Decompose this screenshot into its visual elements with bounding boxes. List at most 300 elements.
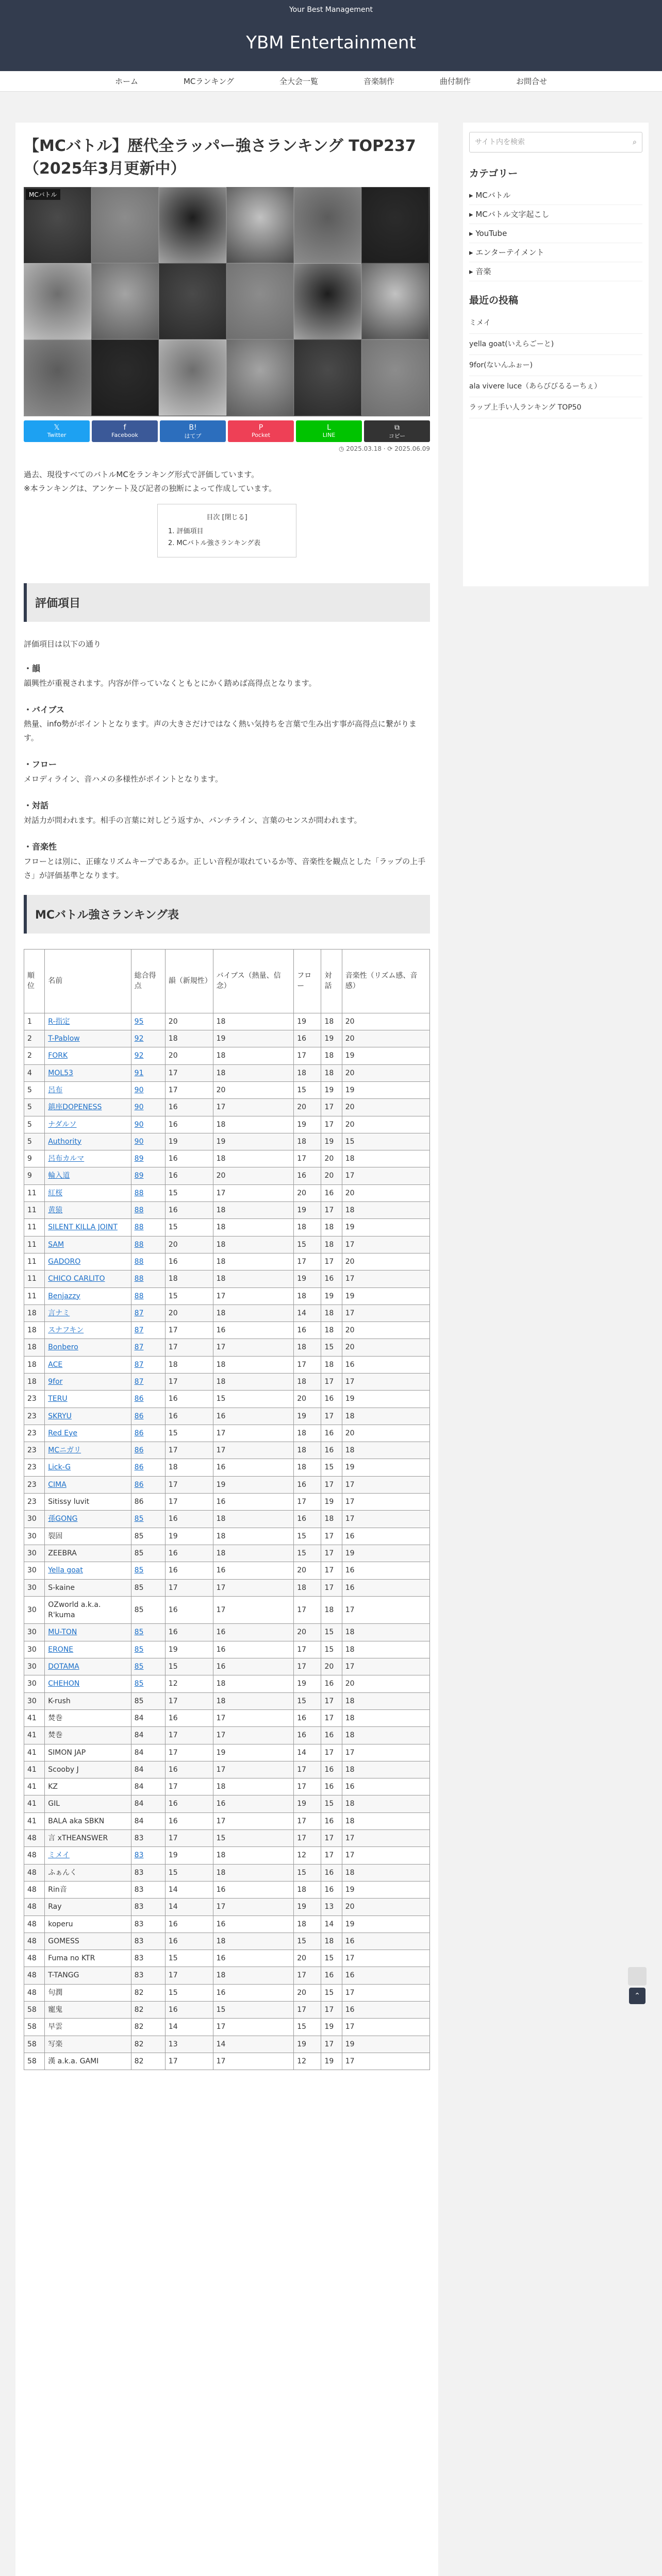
table-cell	[131, 1099, 165, 1116]
category-link[interactable]	[469, 186, 642, 205]
table-cell: 18	[213, 1219, 294, 1236]
table-cell: 15	[165, 1864, 213, 1881]
table-cell: 17	[321, 1545, 342, 1562]
table-cell	[131, 1116, 165, 1133]
table-cell: 17	[165, 1778, 213, 1795]
table-cell: 83	[131, 1950, 165, 1967]
table-cell: 16	[165, 1116, 213, 1133]
table-cell: 18	[294, 1133, 321, 1150]
score-link[interactable]: 86	[134, 1446, 144, 1455]
table-cell: 30	[24, 1545, 45, 1562]
nav-item[interactable]: MCランキング	[183, 77, 234, 86]
category-link[interactable]	[469, 205, 642, 224]
score-link[interactable]: 86	[134, 1412, 144, 1420]
table-cell: 17	[342, 1236, 429, 1253]
table-cell: 16	[213, 1658, 294, 1675]
table-row	[24, 2001, 430, 2018]
search-input[interactable]	[469, 132, 642, 152]
table-cell: 16	[294, 1727, 321, 1744]
table-cell: 20	[165, 1236, 213, 1253]
criteria-desc: 熱量、info勢がポイントとなります。声の大きさだけではなく熱い気持ちを言葉で生み出す事が高得点に繋がります。	[24, 719, 417, 743]
table-cell: 15	[294, 1081, 321, 1098]
search-icon[interactable]: ⌕	[633, 138, 637, 146]
table-cell	[45, 1287, 131, 1304]
rapper-link[interactable]: CIMA	[48, 1480, 67, 1489]
table-cell: 48	[24, 1950, 45, 1967]
rapper-link[interactable]: Red Eye	[48, 1429, 78, 1437]
table-cell	[131, 1511, 165, 1528]
table-cell: 16	[294, 1322, 321, 1339]
table-cell: 85	[131, 1596, 165, 1624]
table-cell: 17	[213, 1899, 294, 1916]
table-cell	[131, 1030, 165, 1047]
table-cell: 48	[24, 1847, 45, 1864]
table-cell: 17	[165, 1064, 213, 1081]
table-cell: 17	[321, 1253, 342, 1270]
table-cell: 11	[24, 1219, 45, 1236]
score-link[interactable]: 85	[134, 1680, 144, 1688]
rapper-link[interactable]: DOTAMA	[48, 1663, 79, 1671]
table-cell: 48	[24, 1830, 45, 1847]
criteria-name: ・音楽性	[24, 841, 57, 852]
table-cell: 18	[342, 1641, 429, 1658]
table-cell: 18	[213, 1270, 294, 1287]
table-row	[24, 1795, 430, 1812]
table-cell: 20	[294, 1099, 321, 1116]
table-row	[24, 1494, 430, 1511]
table-cell	[45, 1322, 131, 1339]
table-cell: 23	[24, 1408, 45, 1425]
table-cell: 17	[213, 1287, 294, 1304]
score-link[interactable]: 90	[134, 1120, 144, 1129]
criteria-name: ・バイブス	[24, 704, 64, 715]
rapper-link[interactable]: ナダルソ	[48, 1120, 77, 1129]
rapper-link[interactable]: 呂布カルマ	[48, 1155, 85, 1163]
table-row	[24, 1967, 430, 1984]
rapper-link[interactable]: ACE	[48, 1360, 63, 1369]
table-cell: 19	[165, 1641, 213, 1658]
nav-item[interactable]: お問合せ	[516, 77, 548, 86]
caret-right-icon: ▸	[469, 191, 476, 200]
table-cell: 17	[321, 1202, 342, 1219]
article-title: 【MCバトル】歴代全ラッパー強さランキング TOP237（2025年3月更新中）	[24, 137, 416, 178]
score-link[interactable]: 85	[134, 1566, 144, 1575]
column-header: 音楽性（リズム感、音感）	[342, 949, 429, 1013]
score-link[interactable]: 87	[134, 1309, 144, 1317]
table-cell	[131, 1459, 165, 1476]
table-cell: K-rush	[45, 1692, 131, 1709]
table-cell: 13	[165, 2036, 213, 2053]
table-cell	[131, 1356, 165, 1373]
table-row	[24, 1881, 430, 1898]
table-cell: 41	[24, 1778, 45, 1795]
table-row	[24, 1202, 430, 1219]
table-cell	[45, 1459, 131, 1476]
table-cell: 48	[24, 1881, 45, 1898]
table-cell	[45, 1374, 131, 1391]
table-cell: 30	[24, 1641, 45, 1658]
search-placeholder: サイト内を検索	[475, 138, 525, 146]
table-cell: 48	[24, 1933, 45, 1950]
recent-post-link[interactable]: ラップ上手い人ランキング TOP50	[469, 397, 642, 418]
share-button[interactable]	[92, 420, 158, 442]
table-cell	[131, 1425, 165, 1442]
rapper-link[interactable]: Bonbero	[48, 1343, 78, 1352]
table-cell: 83	[131, 1933, 165, 1950]
rapper-link[interactable]: R-指定	[48, 1017, 70, 1026]
table-cell: 5	[24, 1081, 45, 1098]
rapper-link[interactable]: ミメイ	[48, 1851, 70, 1860]
table-cell: 20	[342, 1339, 429, 1356]
table-cell: 17	[321, 1528, 342, 1545]
table-cell: 早雲	[45, 2019, 131, 2036]
table-cell	[45, 1270, 131, 1287]
score-link[interactable]: 87	[134, 1343, 144, 1352]
table-row	[24, 1761, 430, 1778]
table-cell: 17	[165, 1744, 213, 1761]
criteria-item	[24, 703, 430, 745]
table-cell: 18	[294, 1287, 321, 1304]
share-button[interactable]	[24, 420, 90, 442]
score-link[interactable]: 90	[134, 1103, 144, 1112]
table-cell	[131, 1047, 165, 1064]
table-cell	[131, 1150, 165, 1167]
eyecatch-photo-tile	[294, 187, 361, 263]
recent-post-link[interactable]: yella goat(いえらごーと)	[469, 334, 642, 355]
category-label[interactable]: MCバトル	[26, 189, 60, 200]
table-cell: 18	[213, 1675, 294, 1692]
site-title[interactable]: YBM Entertainment	[0, 20, 662, 71]
table-cell: 11	[24, 1184, 45, 1201]
table-cell	[45, 1391, 131, 1408]
table-cell: 41	[24, 1744, 45, 1761]
table-cell	[131, 1641, 165, 1658]
table-cell: 16	[294, 1511, 321, 1528]
table-cell: 裂固	[45, 1528, 131, 1545]
table-cell: 16	[213, 1624, 294, 1641]
score-link[interactable]: 85	[134, 1645, 144, 1654]
score-link[interactable]: 86	[134, 1429, 144, 1437]
table-cell: 20	[342, 1099, 429, 1116]
table-cell: 16	[213, 1641, 294, 1658]
rapper-link[interactable]: 9for	[48, 1378, 63, 1386]
rapper-link[interactable]: Lick-G	[48, 1463, 71, 1472]
rapper-link[interactable]: 輪入道	[48, 1172, 70, 1180]
table-cell: 16	[213, 1881, 294, 1898]
table-cell: 18	[342, 1812, 429, 1829]
table-cell	[131, 1064, 165, 1081]
table-cell: 19	[342, 1287, 429, 1304]
table-cell: 17	[321, 1692, 342, 1709]
recent-post-link[interactable]: ミメイ	[469, 313, 642, 334]
table-cell: KZ	[45, 1778, 131, 1795]
rapper-link[interactable]: TERU	[48, 1395, 68, 1403]
table-cell: 18	[321, 1013, 342, 1030]
table-cell: 20	[342, 1184, 429, 1201]
score-link[interactable]: 88	[134, 1292, 144, 1300]
toc-link[interactable]: 1. 評価項目	[168, 528, 204, 535]
score-link[interactable]: 86	[134, 1463, 144, 1472]
table-cell	[45, 1047, 131, 1064]
rapper-link[interactable]: MOL53	[48, 1069, 73, 1077]
table-cell: 84	[131, 1812, 165, 1829]
table-cell	[45, 1081, 131, 1098]
table-cell: 15	[213, 1830, 294, 1847]
eyecatch-photo-tile	[159, 340, 226, 416]
back-to-top-icon[interactable]: ⌃	[629, 1988, 646, 2004]
table-cell: 15	[213, 1391, 294, 1408]
table-cell: 5	[24, 1133, 45, 1150]
table-cell: 19	[342, 1916, 429, 1933]
eyecatch-photo-tile	[91, 263, 159, 340]
table-cell: 16	[165, 1167, 213, 1184]
rapper-link[interactable]: T-Pablow	[48, 1035, 80, 1043]
share-button[interactable]	[160, 420, 226, 442]
table-cell: 17	[213, 1442, 294, 1459]
rapper-link[interactable]: Yella goat	[48, 1566, 83, 1575]
category-link[interactable]	[469, 262, 642, 281]
score-link[interactable]: 88	[134, 1189, 144, 1197]
caret-right-icon: ▸	[469, 248, 476, 257]
rapper-link[interactable]: スナフキン	[48, 1326, 84, 1335]
table-cell: 18	[213, 1047, 294, 1064]
category-link[interactable]	[469, 224, 642, 243]
table-cell: 17	[342, 1984, 429, 2001]
category-list	[469, 186, 642, 281]
rapper-link[interactable]: MU-TON	[48, 1628, 77, 1637]
table-row	[24, 1133, 430, 1150]
table-row	[24, 1425, 430, 1442]
recent-post-link[interactable]: ala vivere luce（あらびびるるーちぇ）	[469, 376, 642, 397]
share-button[interactable]	[228, 420, 294, 442]
table-cell: 41	[24, 1727, 45, 1744]
table-cell	[131, 1339, 165, 1356]
table-cell: 16	[321, 1727, 342, 1744]
rapper-link[interactable]: CHICO CARLITO	[48, 1275, 105, 1283]
table-cell	[131, 1013, 165, 1030]
score-link[interactable]: 87	[134, 1326, 144, 1335]
category-label: MCバトル文字起こし	[475, 210, 550, 219]
table-cell	[131, 1442, 165, 1459]
score-link[interactable]: 88	[134, 1223, 144, 1232]
nav-item[interactable]: 音楽制作	[363, 77, 394, 86]
table-cell	[131, 1675, 165, 1692]
table-cell: 16	[165, 1933, 213, 1950]
score-link[interactable]: 88	[134, 1206, 144, 1215]
table-cell: 30	[24, 1692, 45, 1709]
rapper-link[interactable]: Authority	[48, 1137, 82, 1146]
table-cell: 14	[165, 1881, 213, 1898]
column-header: 総合得点	[131, 949, 165, 1013]
table-cell: 20	[294, 1984, 321, 2001]
table-cell: 20	[342, 1899, 429, 1916]
table-cell: 19	[294, 1795, 321, 1812]
table-cell	[131, 1322, 165, 1339]
table-cell: S-kaine	[45, 1579, 131, 1596]
score-link[interactable]: 87	[134, 1360, 144, 1369]
score-link[interactable]: 89	[134, 1155, 144, 1163]
table-cell: 写楽	[45, 2036, 131, 2053]
table-cell: 18	[321, 1356, 342, 1373]
table-cell: 14	[294, 1744, 321, 1761]
rapper-link[interactable]: CHEHON	[48, 1680, 80, 1688]
score-link[interactable]: 95	[134, 1017, 144, 1026]
table-cell: 18	[213, 1304, 294, 1321]
score-link[interactable]: 87	[134, 1378, 144, 1386]
table-cell	[131, 1287, 165, 1304]
rapper-link[interactable]: 鎮座DOPENESS	[48, 1103, 102, 1112]
rapper-link[interactable]: GADORO	[48, 1257, 81, 1266]
table-cell: 17	[342, 1304, 429, 1321]
table-cell: 19	[321, 1030, 342, 1047]
rapper-link[interactable]: Benjazzy	[48, 1292, 80, 1300]
table-cell: 17	[213, 1727, 294, 1744]
table-cell: GIL	[45, 1795, 131, 1812]
table-cell: 19	[342, 1219, 429, 1236]
article	[15, 123, 438, 2576]
table-row	[24, 1116, 430, 1133]
recent-post-link[interactable]: 9for(ないんふぉー)	[469, 355, 642, 376]
toc-link[interactable]: 2. MCバトル強さランキング表	[168, 539, 261, 548]
table-cell: 16	[213, 1494, 294, 1511]
table-cell: 18	[342, 1408, 429, 1425]
table-cell: Ray	[45, 1899, 131, 1916]
table-cell: 18	[213, 1116, 294, 1133]
column-header: バイブス（熱量、信念）	[213, 949, 294, 1013]
table-cell: 17	[321, 1116, 342, 1133]
table-cell: 17	[321, 1579, 342, 1596]
rapper-link[interactable]: 紅桜	[48, 1189, 63, 1197]
score-link[interactable]: 91	[134, 1069, 144, 1077]
table-cell: 85	[131, 1528, 165, 1545]
table-cell: 18	[213, 1150, 294, 1167]
table-cell	[131, 1219, 165, 1236]
rapper-link[interactable]: SAM	[48, 1240, 64, 1249]
score-link[interactable]: 86	[134, 1395, 144, 1403]
table-cell: 17	[294, 1047, 321, 1064]
table-cell: 84	[131, 1761, 165, 1778]
table-row	[24, 1219, 430, 1236]
table-cell: 18	[294, 1374, 321, 1391]
table-cell: 17	[342, 1374, 429, 1391]
rapper-link[interactable]: 黄猿	[48, 1206, 63, 1215]
table-cell: 16	[321, 1812, 342, 1829]
table-cell: 17	[294, 1812, 321, 1829]
rapper-link[interactable]: 言ナミ	[48, 1309, 70, 1317]
table-cell: 19	[321, 2019, 342, 2036]
score-link[interactable]: 85	[134, 1663, 144, 1671]
rapper-link[interactable]: FORK	[48, 1052, 68, 1060]
table-cell: 14	[165, 1899, 213, 1916]
table-cell: 19	[294, 2036, 321, 2053]
table-cell: 16	[321, 1761, 342, 1778]
score-link[interactable]: 88	[134, 1240, 144, 1249]
rapper-link[interactable]: MCニガリ	[48, 1446, 81, 1455]
share-button[interactable]	[296, 420, 362, 442]
table-cell: 20	[294, 1624, 321, 1641]
table-cell	[131, 1408, 165, 1425]
rapper-link[interactable]: SKRYU	[48, 1412, 72, 1420]
table-cell: 17	[165, 1494, 213, 1511]
table-cell: 30	[24, 1562, 45, 1579]
nav-item[interactable]: 全大会一覧	[279, 77, 318, 86]
table-row	[24, 1150, 430, 1167]
table-cell: 18	[294, 1916, 321, 1933]
eyecatch-photo-tile	[91, 340, 159, 416]
toc-title[interactable]: 目次 [閉じる]	[206, 514, 247, 521]
score-link[interactable]: 90	[134, 1137, 144, 1146]
table-cell: 20	[294, 1184, 321, 1201]
table-cell	[45, 1013, 131, 1030]
score-link[interactable]: 92	[134, 1052, 144, 1060]
table-cell: 19	[294, 1899, 321, 1916]
share-label: LINE	[322, 432, 336, 438]
nav-item[interactable]: 曲付制作	[439, 77, 471, 86]
table-cell: 17	[165, 1727, 213, 1744]
score-link[interactable]: 85	[134, 1515, 144, 1523]
table-cell: 17	[342, 1511, 429, 1528]
table-cell: 18	[165, 1030, 213, 1047]
scroll-widget-icon[interactable]	[628, 1967, 647, 1986]
table-cell: Scooby J	[45, 1761, 131, 1778]
table-cell	[45, 1030, 131, 1047]
score-link[interactable]: 92	[134, 1035, 144, 1043]
table-cell: 5	[24, 1116, 45, 1133]
table-cell: 15	[165, 1984, 213, 2001]
table-cell: 20	[165, 1304, 213, 1321]
table-cell: 17	[342, 1270, 429, 1287]
table-cell: 83	[131, 1967, 165, 1984]
table-cell: 17	[165, 1579, 213, 1596]
table-cell: 16	[165, 1099, 213, 1116]
score-link[interactable]: 85	[134, 1628, 144, 1637]
score-link[interactable]: 88	[134, 1275, 144, 1283]
share-label: Pocket	[251, 432, 271, 438]
table-cell	[45, 1202, 131, 1219]
table-cell	[45, 1304, 131, 1321]
table-cell: 18	[213, 1967, 294, 1984]
eyecatch-photo-tile	[361, 187, 429, 263]
nav-item[interactable]: ホーム	[114, 77, 138, 86]
rapper-link[interactable]: 呂布	[48, 1086, 63, 1094]
table-row	[24, 1641, 430, 1658]
share-icon: ⧉	[394, 423, 400, 432]
table-cell: 20	[213, 1081, 294, 1098]
table-cell: 5	[24, 1099, 45, 1116]
score-link[interactable]: 88	[134, 1257, 144, 1266]
category-link[interactable]	[469, 243, 642, 262]
rapper-link[interactable]: SILENT KILLA JOINT	[48, 1223, 118, 1232]
rapper-link[interactable]: ERONE	[48, 1645, 74, 1654]
rapper-link[interactable]: 孫GONG	[48, 1515, 78, 1523]
table-cell: 17	[294, 1150, 321, 1167]
score-link[interactable]: 83	[134, 1851, 144, 1860]
criteria-desc: メロディライン、音ハメの多様性がポイントとなります。	[24, 774, 223, 784]
table-cell: 16	[165, 1562, 213, 1579]
table-cell: Fuma no KTR	[45, 1950, 131, 1967]
table-cell: 20	[213, 1167, 294, 1184]
table-cell: 18	[165, 1270, 213, 1287]
share-button[interactable]	[364, 420, 430, 442]
table-cell: 17	[165, 1476, 213, 1493]
table-row	[24, 1984, 430, 2001]
score-link[interactable]: 86	[134, 1480, 144, 1489]
table-cell: 18	[213, 1511, 294, 1528]
score-link[interactable]: 89	[134, 1172, 144, 1180]
score-link[interactable]: 90	[134, 1086, 144, 1094]
table-cell: 20	[342, 1322, 429, 1339]
table-cell: 16	[165, 1761, 213, 1778]
